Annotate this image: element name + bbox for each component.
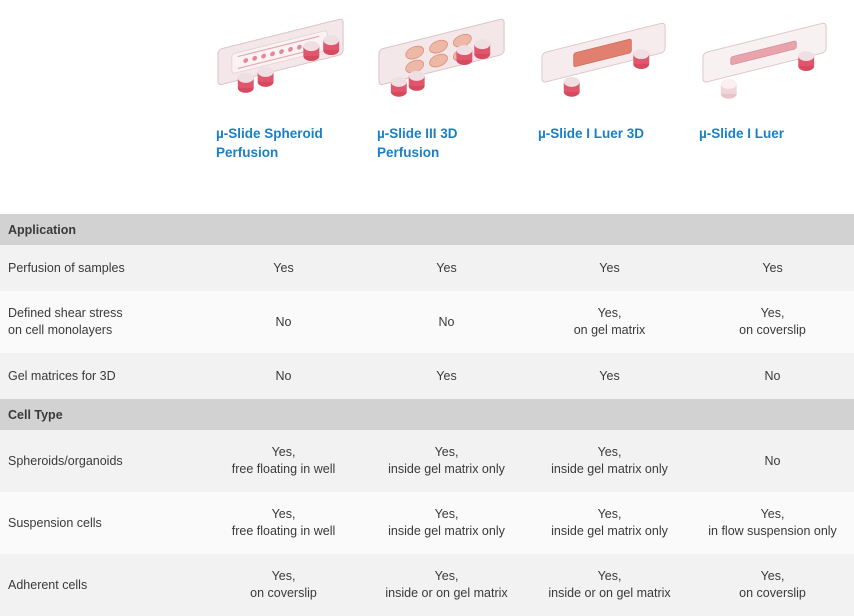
row-value: Yes [691,245,854,291]
table-row [0,245,854,291]
row-value: No [202,353,365,399]
product-column-4 [685,14,846,162]
row-value: Yes, on gel matrix [528,291,691,353]
table-row [0,291,854,353]
product-title-1-line2: Perfusion [216,145,279,160]
row-value: No [365,291,528,353]
row-value: Yes, inside or on gel matrix [528,554,691,616]
product-title-4-line1: µ-Slide I Luer [699,126,785,141]
row-label-line1: Gel matrices for 3D [8,368,116,383]
product-title-2-line2: Perfusion [377,145,440,160]
row-value: Yes, inside gel matrix only [365,430,528,492]
slide-iii-3d-perfusion-icon [369,14,518,110]
row-value: No [202,291,365,353]
section-header-cell-type [0,399,854,430]
product-title-1-line1: µ-Slide Spheroid [216,126,323,141]
row-label-line1: Defined shear stress [8,306,123,320]
product-title-1 [208,124,357,162]
table-row [0,430,854,492]
row-value: Yes, free floating in well [202,430,365,492]
row-label [0,245,202,291]
comparison-table [0,214,854,616]
row-value: Yes, inside or on gel matrix [365,554,528,616]
row-label [0,492,202,554]
row-value: Yes [528,353,691,399]
row-value: Yes, inside gel matrix only [528,492,691,554]
row-value: Yes, in flow suspension only [691,492,854,554]
row-label [0,353,202,399]
slide-spheroid-perfusion-icon [208,14,357,110]
row-value: Yes [528,245,691,291]
row-value: No [691,430,854,492]
row-value: Yes, on coverslip [202,554,365,616]
table-row [0,554,854,616]
product-title-4 [691,124,840,143]
row-value: Yes, free floating in well [202,492,365,554]
row-label-line1: Adherent cells [8,577,88,592]
table-row [0,492,854,554]
row-label-line1: Suspension cells [8,515,102,530]
row-value: Yes [365,353,528,399]
row-label [0,430,202,492]
row-label [0,291,202,353]
product-title-3 [530,124,679,143]
product-title-2 [369,124,518,162]
product-title-2-line1: µ-Slide III 3D [377,126,458,141]
table-row [0,353,854,399]
product-column-2 [363,14,524,162]
section-title-cell-type: Cell Type [0,399,854,430]
slide-i-luer-3d-icon [530,14,679,110]
product-header-row [0,0,854,162]
product-column-3 [524,14,685,162]
row-value: Yes, on coverslip [691,291,854,353]
product-title-3-line1: µ-Slide I Luer 3D [538,126,645,141]
row-label-line2: on cell monolayers [8,323,113,337]
section-header-application [0,214,854,245]
product-column-1 [202,14,363,162]
slide-i-luer-icon [691,14,840,110]
row-label [0,554,202,616]
row-value: Yes, inside gel matrix only [528,430,691,492]
row-value: Yes [202,245,365,291]
row-value: Yes [365,245,528,291]
row-value: Yes, inside gel matrix only [365,492,528,554]
row-label-line1: Perfusion of samples [8,260,125,275]
row-value: No [691,353,854,399]
row-label-line1: Spheroids/organoids [8,453,123,468]
section-title-application: Application [0,214,854,245]
row-value: Yes, on coverslip [691,554,854,616]
